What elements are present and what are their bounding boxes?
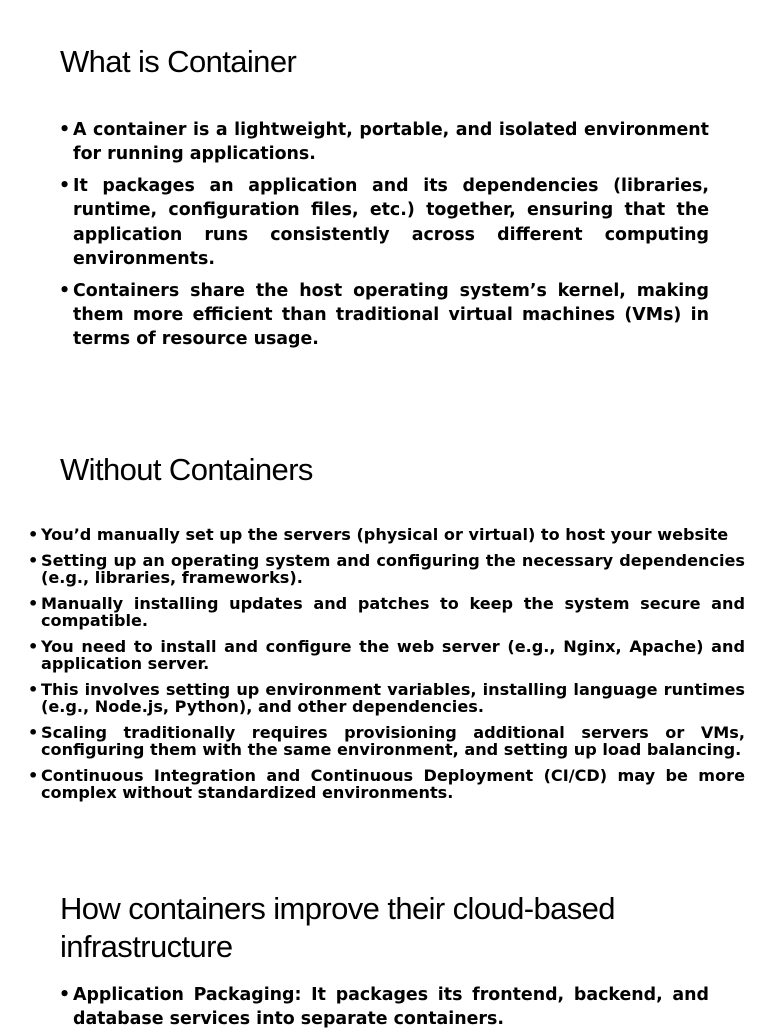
bullet-item: • Continuous Integration and Continuous Deployment (CI/CD) may be more complex without standardized environments.	[41, 767, 745, 802]
slide-title: How containers improve their cloud-based infrastructure	[60, 891, 615, 964]
slide-title: What is Container	[60, 44, 297, 79]
bullet-item: • Application Packaging: It packages its frontend, backend, and database services into separate containers.	[73, 983, 709, 1032]
slide-title: Without Containers	[60, 452, 313, 487]
bullet-list	[73, 118, 709, 359]
slide-what-is-container	[0, 0, 768, 420]
bullet-item: • You’d manually set up the servers (physical or virtual) to host your website	[41, 526, 745, 544]
bullet-list	[41, 526, 745, 810]
bullet-item: • Scaling traditionally requires provisioning additional servers or VMs, configuring them with the same environment, and setting up load balancing.	[41, 724, 745, 759]
bullet-item: • It packages an application and its dependencies (libraries, runtime, configuration files, etc.) together, ensuring that the application runs consistently across different computing environments.	[73, 174, 709, 271]
bullet-item: • Containers share the host operating system’s kernel, making them more efficient than traditional virtual machines (VMs) in terms of resource usage.	[73, 279, 709, 352]
bullet-item: • Setting up an operating system and configuring the necessary dependencies (e.g., libraries, frameworks).	[41, 552, 745, 587]
slide-without-containers	[0, 420, 768, 850]
bullet-item: • A container is a lightweight, portable, and isolated environment for running applications.	[73, 118, 709, 167]
bullet-list	[73, 983, 709, 1032]
bullet-item: • You need to install and configure the web server (e.g., Nginx, Apache) and application server.	[41, 638, 745, 673]
slide-how-containers-improve	[0, 850, 768, 1030]
bullet-item: • Manually installing updates and patches to keep the system secure and compatible.	[41, 595, 745, 630]
bullet-item: • This involves setting up environment variables, installing language runtimes (e.g., Node.js, Python), and other dependencies.	[41, 681, 745, 716]
